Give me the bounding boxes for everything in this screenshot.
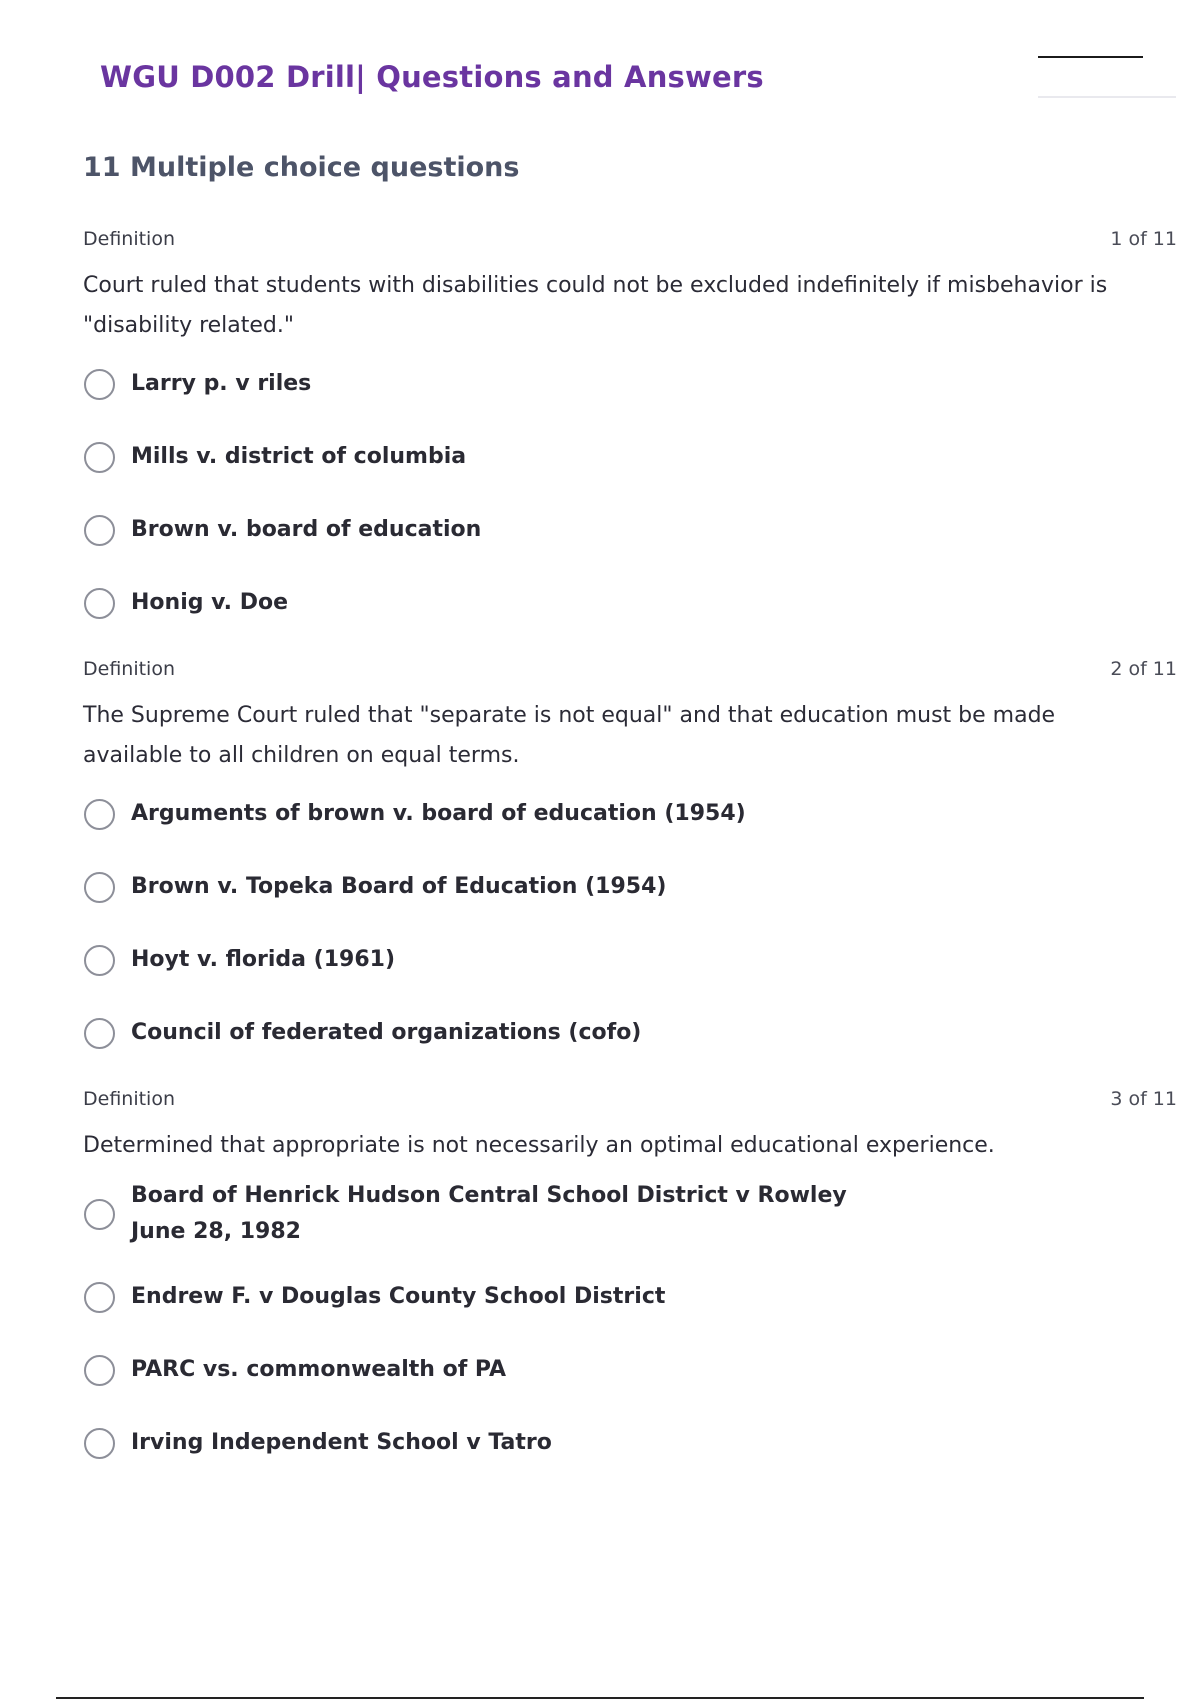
answer-option-label: Council of federated organizations (cofo): [131, 1020, 642, 1045]
answer-options: [83, 788, 1177, 1059]
answer-option[interactable]: [83, 1271, 1177, 1323]
question-prompt: The Supreme Court ruled that "separate is not equal" and that education must be made available to all children on equal terms.: [83, 703, 1056, 768]
answer-option[interactable]: [83, 431, 1177, 483]
question-1: [83, 228, 1177, 650]
answer-options: [83, 1178, 1177, 1469]
question-prompt: Determined that appropriate is not necessarily an optimal educational experience.: [83, 1133, 995, 1158]
question-prompt: Court ruled that students with disabilities could not be excluded indefinitely if misbehavior is "disability related.": [83, 273, 1108, 338]
answer-option-label: Hoyt v. florida (1961): [131, 947, 396, 972]
question-header: [83, 228, 1177, 254]
radio-button[interactable]: [84, 1282, 115, 1313]
document-title: WGU D002 Drill| Questions and Answers: [100, 60, 764, 94]
answer-option-label: Arguments of brown v. board of education (1954): [131, 801, 746, 826]
answer-option-label: Brown v. Topeka Board of Education (1954): [131, 874, 667, 899]
radio-button[interactable]: [84, 588, 115, 619]
radio-button[interactable]: [84, 945, 115, 976]
header-rule: [1038, 56, 1143, 58]
answer-option-label: PARC vs. commonwealth of PA: [131, 1357, 507, 1382]
answer-option-label: Brown v. board of education: [131, 517, 482, 542]
answer-option[interactable]: [83, 577, 1177, 629]
answer-option-label: Mills v. district of columbia: [131, 444, 467, 469]
question-counter: 1 of 11: [1110, 228, 1177, 250]
section-heading: 11 Multiple choice questions: [83, 152, 520, 183]
radio-button[interactable]: [84, 872, 115, 903]
question-label: Definition: [83, 1088, 176, 1110]
question-label: Definition: [83, 228, 176, 250]
answer-option[interactable]: [83, 1178, 1177, 1250]
answer-option[interactable]: [83, 934, 1177, 986]
answer-option[interactable]: [83, 788, 1177, 840]
answer-option[interactable]: [83, 861, 1177, 913]
question-label: Definition: [83, 658, 176, 680]
question-header: [83, 1088, 1177, 1114]
radio-button[interactable]: [84, 369, 115, 400]
question-3: [83, 1088, 1177, 1490]
answer-options: [83, 358, 1177, 629]
radio-button[interactable]: [84, 799, 115, 830]
answer-option-label: Board of Henrick Hudson Central School District v Rowley June 28, 1982: [131, 1183, 847, 1244]
header-rule-faint: [1038, 96, 1176, 98]
answer-option[interactable]: [83, 1007, 1177, 1059]
radio-button[interactable]: [84, 442, 115, 473]
question-header: [83, 658, 1177, 684]
answer-option-label: Irving Independent School v Tatro: [131, 1430, 552, 1455]
answer-option-label: Endrew F. v Douglas County School District: [131, 1284, 666, 1309]
answer-option[interactable]: [83, 504, 1177, 556]
question-counter: 2 of 11: [1110, 658, 1177, 680]
question-2: [83, 658, 1177, 1080]
radio-button[interactable]: [84, 515, 115, 546]
radio-button[interactable]: [84, 1428, 115, 1459]
footer-rule: [56, 1697, 1144, 1699]
radio-button[interactable]: [84, 1199, 115, 1230]
question-counter: 3 of 11: [1110, 1088, 1177, 1110]
radio-button[interactable]: [84, 1018, 115, 1049]
answer-option[interactable]: [83, 1417, 1177, 1469]
answer-option[interactable]: [83, 1344, 1177, 1396]
answer-option[interactable]: [83, 358, 1177, 410]
answer-option-label: Honig v. Doe: [131, 590, 288, 615]
answer-option-label: Larry p. v riles: [131, 371, 312, 396]
radio-button[interactable]: [84, 1355, 115, 1386]
